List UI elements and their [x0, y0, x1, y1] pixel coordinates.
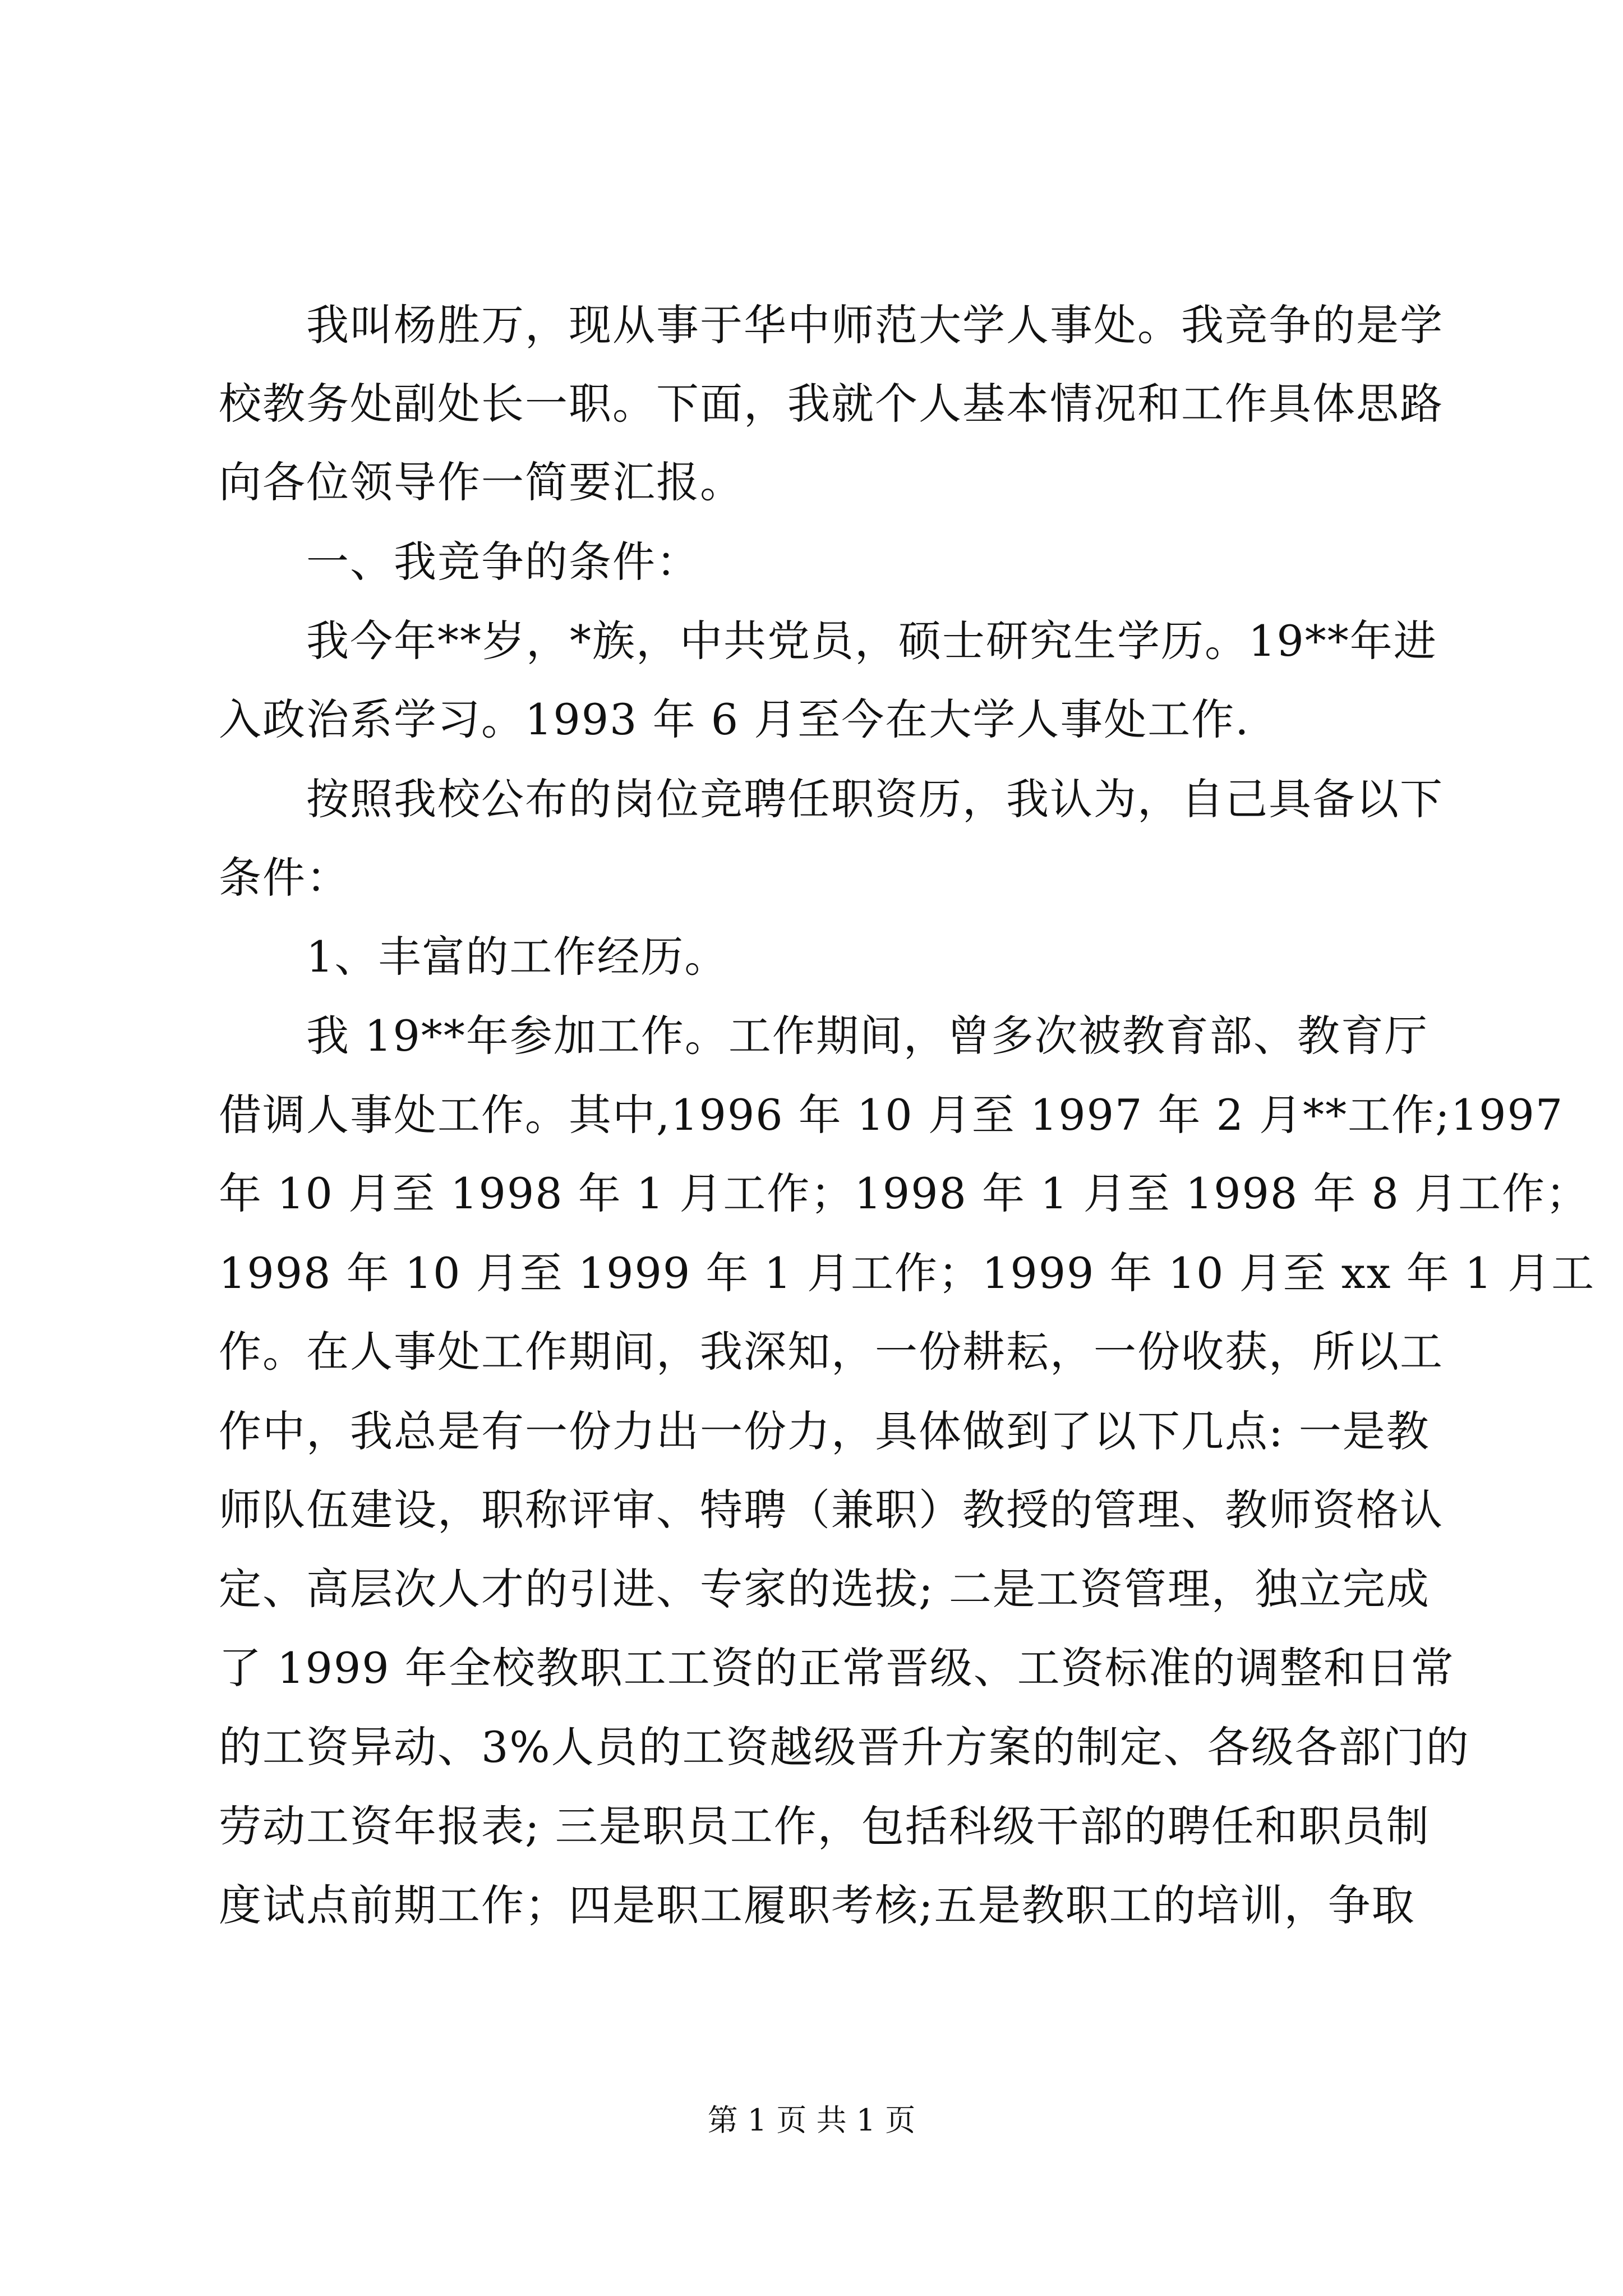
text-line: 度试点前期工作；四是职工履职考核;五是教职工的培训，争取 [219, 1880, 1415, 1930]
text-line: 年 10 月至 1998 年 1 月工作；1998 年 1 月至 1998 年 8 月工作； [219, 1168, 1590, 1218]
text-line: 我今年**岁，*族，中共党员，硕士研究生学历。19**年进 [219, 616, 1437, 666]
text-line: 作。在人事处工作期间，我深知，一份耕耘，一份收获，所以工 [219, 1327, 1444, 1377]
text-line: 的工资异动、3%人员的工资越级晋升方案的制定、各级各部门的 [219, 1722, 1470, 1772]
text-line: 1998 年 10 月至 1999 年 1 月工作；1999 年 10 月至 xx 年 1 月工 [219, 1248, 1596, 1298]
text-line: 校教务处副处长一职。下面，我就个人基本情况和工作具体思路 [219, 379, 1444, 429]
text-line: 条件： [219, 853, 350, 903]
page-number-footer: 第 1 页 共 1 页 [707, 2102, 916, 2138]
text-line: 定、高层次人才的引进、专家的选拔; 二是工资管理，独立完成 [219, 1564, 1430, 1614]
text-line: 劳动工资年报表; 三是职员工作，包括科级干部的聘任和职员制 [219, 1801, 1430, 1851]
text-line: 按照我校公布的岗位竞聘任职资历，我认为，自己具备以下 [219, 774, 1444, 824]
text-line: 作中，我总是有一份力出一份力，具体做到了以下几点: 一是教 [219, 1406, 1430, 1456]
subsection-heading: 1、丰富的工作经历。 [219, 932, 728, 982]
text-line: 入政治系学习。1993 年 6 月至今在大学人事处工作. [219, 694, 1250, 744]
text-line: 了 1999 年全校教职工工资的正常晋级、工资标准的调整和日常 [219, 1643, 1455, 1693]
section-heading: 一、我竞争的条件： [219, 537, 700, 587]
text-line: 向各位领导作一简要汇报。 [219, 457, 744, 507]
text-line: 我叫杨胜万，现从事于华中师范大学人事处。我竞争的是学 [219, 300, 1444, 350]
text-line: 师队伍建设，职称评审、特聘（兼职）教授的管理、教师资格认 [219, 1485, 1444, 1535]
text-line: 我 19**年参加工作。工作期间，曾多次被教育部、教育厅 [219, 1011, 1428, 1061]
text-line: 借调人事处工作。其中,1996 年 10 月至 1997 年 2 月**工作;1997 [219, 1090, 1564, 1140]
